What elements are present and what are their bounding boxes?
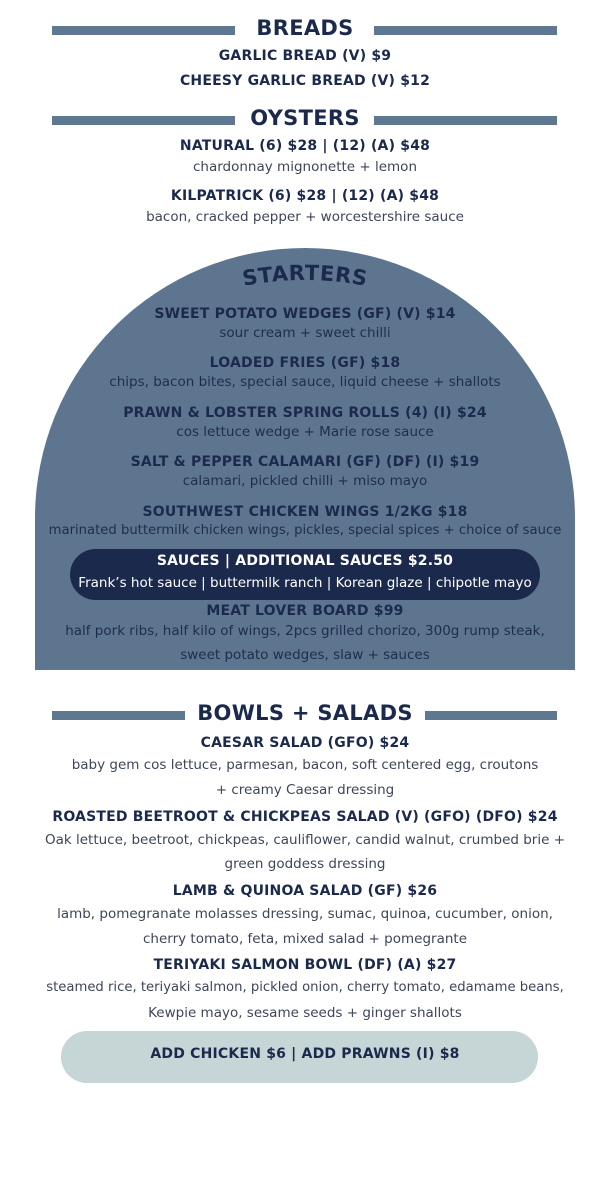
menu-item-name: SOUTHWEST CHICKEN WINGS 1/2KG $18 — [142, 504, 468, 520]
menu-item-description: green goddess dressing — [224, 856, 386, 872]
menu-item-description: cos lettuce wedge + Marie rose sauce — [176, 424, 434, 440]
menu-item-name: SALT & PEPPER CALAMARI (GF) (DF) (I) $19 — [130, 454, 480, 470]
menu-item-name: CHEESY GARLIC BREAD (V) $12 — [179, 73, 431, 89]
menu-item-name: NATURAL (6) $28 | (12) (A) $48 — [179, 138, 431, 154]
section-title-starters — [0, 258, 610, 298]
menu-item-description: cherry tomato, feta, mixed salad + pomegrante — [142, 931, 467, 947]
menu-item-description: sour cream + sweet chilli — [219, 325, 391, 341]
menu-item-description: marinated buttermilk chicken wings, pickles, special spices + choice of sauce — [48, 523, 562, 538]
section-title-bowls: BOWLS + SALADS — [197, 701, 413, 725]
menu-item-description: lamb, pomegranate molasses dressing, sumac, quinoa, cucumber, onion, — [57, 906, 553, 922]
menu-item-name: ROASTED BEETROOT & CHICKPEAS SALAD (V) (GFO) (DFO) $24 — [52, 809, 558, 825]
menu-item-description: steamed rice, teriyaki salmon, pickled onion, cherry tomato, edamame beans, — [46, 980, 564, 995]
menu-item-name: LAMB & QUINOA SALAD (GF) $26 — [172, 883, 438, 899]
breads-header — [0, 16, 610, 46]
oysters-header — [0, 106, 610, 136]
menu-item-description: half pork ribs, half kilo of wings, 2pcs grilled chorizo, 300g rump steak, — [65, 623, 545, 639]
bowls-header — [0, 701, 610, 731]
menu-item-name: KILPATRICK (6) $28 | (12) (A) $48 — [170, 188, 440, 204]
menu-item-name: GARLIC BREAD (V) $9 — [218, 48, 392, 64]
section-title-oysters: OYSTERS — [250, 106, 360, 130]
menu-item-description: chips, bacon bites, special sauce, liquid cheese + shallots — [109, 374, 501, 390]
menu-item-description: calamari, pickled chilli + miso mayo — [182, 473, 428, 489]
addons-text: ADD CHICKEN $6 | ADD PRAWNS (I) $8 — [150, 1046, 460, 1062]
menu-item-description: Kewpie mayo, sesame seeds + ginger shallots — [148, 1005, 462, 1021]
menu-item-name: CAESAR SALAD (GFO) $24 — [200, 735, 410, 751]
menu-item-description: chardonnay mignonette + lemon — [192, 159, 417, 175]
menu-item-description: baby gem cos lettuce, parmesan, bacon, soft centered egg, croutons — [71, 757, 539, 773]
menu-item-name: PRAWN & LOBSTER SPRING ROLLS (4) (I) $24 — [123, 405, 487, 421]
menu-item-description: Oak lettuce, beetroot, chickpeas, cauliflower, candid walnut, crumbed brie + — [44, 832, 566, 848]
menu-item-description: bacon, cracked pepper + worcestershire sauce — [146, 209, 464, 225]
sauces-title: SAUCES | ADDITIONAL SAUCES $2.50 — [156, 553, 454, 569]
menu-item-description: sweet potato wedges, slaw + sauces — [180, 647, 430, 663]
menu-item-name: TERIYAKI SALMON BOWL (DF) (A) $27 — [153, 957, 457, 973]
menu-item-description: + creamy Caesar dressing — [215, 782, 395, 798]
sauces-list: Frank’s hot sauce | buttermilk ranch | Korean glaze | chipotle mayo — [78, 575, 532, 591]
svg-text:STARTERS: STARTERS — [240, 260, 370, 291]
menu-item-name: MEAT LOVER BOARD $99 — [206, 603, 404, 619]
menu-item-name: LOADED FRIES (GF) $18 — [209, 355, 401, 371]
section-title-breads: BREADS — [256, 16, 354, 40]
menu-item-name: SWEET POTATO WEDGES (GF) (V) $14 — [154, 306, 456, 322]
